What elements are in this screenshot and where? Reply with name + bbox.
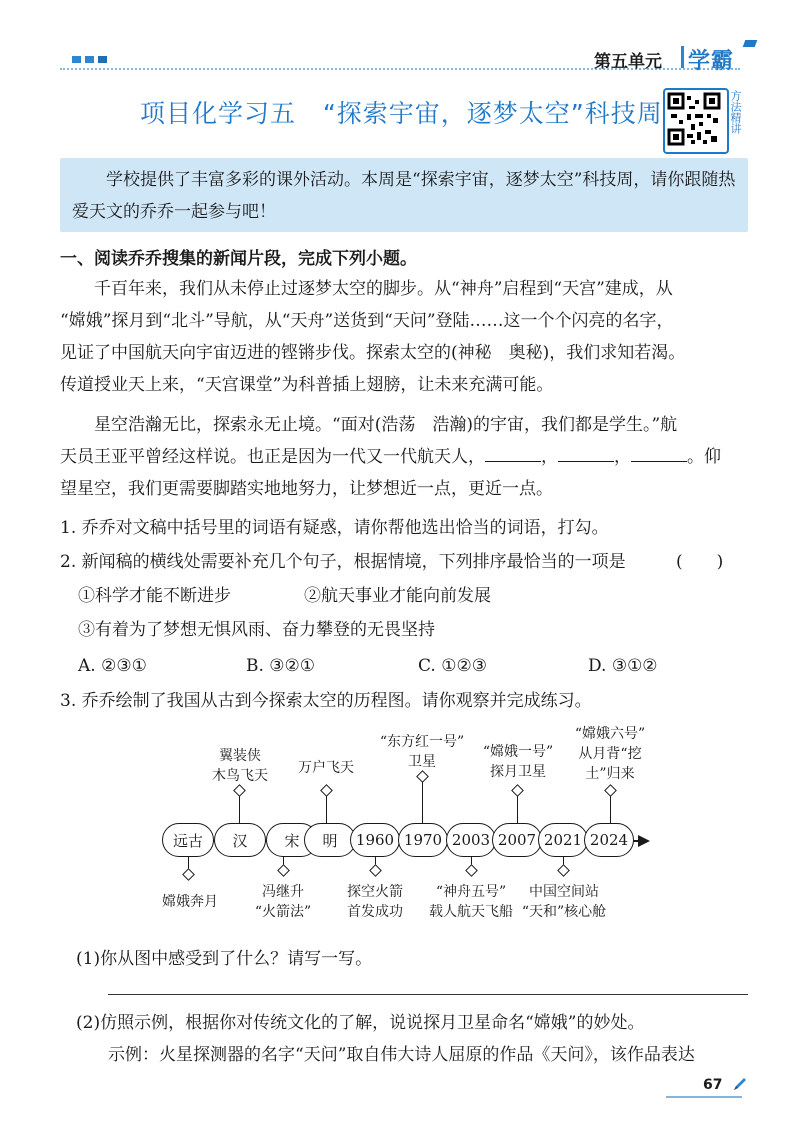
diamond-marker-icon [277,864,290,877]
passage-line: 传道授业天上来，“天宫课堂”为科普插上翅膀，让未来充满可能。 [60,375,554,395]
event-text: “火箭法” [254,904,312,920]
subquestion-2: (2)仿照示例，根据你对传统文化的了解，说说探月卫星命名“嫦娥”的妙处。 [76,1013,645,1033]
comma: ， [541,447,558,467]
example-text: 示例：火星探测器的名字“天问”取自伟大诗人屈原的作品《天问》，该作品表达 [108,1045,695,1065]
passage-text: 天员王亚平曾经这样说。也正是因为一代又一代航天人， [60,447,485,467]
comma: ， [614,447,631,467]
event-text: 载人航天飞船 [429,904,513,920]
choice-d[interactable]: D. ③①② [588,656,658,676]
connector [422,782,423,823]
event-top-2007 [466,742,570,782]
connector [326,796,327,823]
graduation-cap-icon [743,40,758,47]
choice-a[interactable]: A. ②③① [78,656,147,676]
event-top-ming [286,758,366,778]
brand-logo: 学霸 [688,49,735,74]
page-title [140,94,663,130]
event-text: “嫦娥六号” [574,726,646,742]
diamond-marker-icon [511,784,524,797]
question-1: 1. 乔乔对文稿中括号里的词语有疑惑，请你帮他选出恰当的词语，打勾。 [60,518,609,538]
event-text: 探空火箭 [347,884,403,900]
pencil-icon [732,1076,748,1092]
header-separator [681,46,684,68]
answer-blank-1[interactable] [485,443,541,462]
intro-text: 学校提供了丰富多彩的课外活动。本周是“探索宇宙，逐梦太空”科技周，请你跟随热爱天文的乔乔一起参与吧！ [72,170,736,222]
diamond-marker-icon [320,784,333,797]
option-1: ①科学才能不断进步 [78,586,231,606]
event-text: 探月卫星 [490,764,546,780]
event-top-han [200,746,280,786]
diamond-marker-icon [416,770,429,783]
passage-text: 。仰 [687,447,721,467]
qr-caption: 方法精讲 [729,90,742,134]
page-number: 67 [703,1077,723,1093]
event-text: 土”归来 [585,766,635,782]
event-top-2024 [560,724,660,784]
diamond-marker-icon [369,864,382,877]
timeline-node: 2003 [446,823,496,857]
timeline-node: 1970 [398,823,448,857]
timeline-node: 汉 [214,823,266,857]
unit-label: 第五单元 [594,52,662,72]
choice-b[interactable]: B. ③②① [246,656,316,676]
event-text: 木鸟飞天 [212,768,268,784]
event-bottom-2003 [418,882,524,922]
project-label: 项目化学习五 [140,99,297,128]
diamond-marker-icon [233,784,246,797]
option-2: ②航天事业才能向前发展 [304,586,491,606]
passage-line: 千百年来，我们从未停止过逐梦太空的脚步。从“神舟”启程到“天宫”建成，从 [94,279,673,299]
event-text: “天和”核心舱 [521,904,607,920]
qr-code-icon[interactable] [663,88,729,154]
connector [610,796,611,823]
question-2: 2. 新闻稿的横线处需要补充几个句子，根据情境，下列排序最恰当的一项是 [60,552,626,572]
timeline-node: 1960 [350,823,400,857]
timeline-arrow-icon [638,835,650,847]
question-3: 3. 乔乔绘制了我国从古到今探索太空的历程图。请你观察并完成练习。 [60,691,592,711]
event-bottom-2021 [516,882,612,922]
event-text: “嫦娥一号” [482,744,554,760]
event-text: 首发成功 [347,904,403,920]
header-decoration [72,56,107,63]
passage-line-with-blanks [60,442,721,473]
connector [517,796,518,823]
event-text: 翼装侠 [219,748,261,764]
event-text: “神舟五号” [435,884,507,900]
diamond-marker-icon [604,784,617,797]
event-text: 冯继升 [262,884,304,900]
timeline-node: 宋 [266,823,318,857]
event-top-1970 [362,732,482,772]
answer-line[interactable] [108,994,748,995]
diamond-marker-icon [557,864,570,877]
diamond-marker-icon [465,864,478,877]
event-text: 万户飞天 [298,760,354,776]
event-text: “东方红一号” [379,734,465,750]
project-topic: “探索宇宙，逐梦太空”科技周 [322,99,663,128]
answer-blank-2[interactable] [558,443,614,462]
timeline-node: 明 [304,823,356,857]
option-3: ③有着为了梦想无惧风雨、奋力攀登的无畏坚持 [78,620,435,640]
event-text: 中国空间站 [529,884,599,900]
timeline-node: 2024 [584,823,634,857]
qr-pattern [665,90,723,148]
connector [239,796,240,823]
timeline-node: 2007 [492,823,542,857]
passage-line: 星空浩瀚无比，探索永无止境。“面对(浩荡 浩瀚)的宇宙，我们都是学生。”航 [94,415,678,435]
passage-line: 见证了中国航天向宇宙迈进的铿锵步伐。探索太空的(神秘 奥秘)，我们求知若渴。 [60,343,686,363]
event-text: 嫦娥奔月 [162,894,218,910]
answer-blank-3[interactable] [631,443,687,462]
event-text: 从月背“挖 [578,746,642,762]
passage-line: “嫦娥”探月到“北斗”导航，从“天舟”送货到“天问”登陆……这一个个闪亮的名字， [60,311,674,331]
timeline-node: 2021 [538,823,588,857]
timeline-node: 远古 [162,823,214,857]
diamond-marker-icon [182,868,195,881]
footer-bar [666,1096,742,1098]
event-bottom-ancient [150,892,230,912]
section-heading: 一、阅读乔乔搜集的新闻片段，完成下列小题。 [60,249,417,269]
event-bottom-song [243,882,323,922]
answer-paren[interactable]: ( ) [676,552,724,572]
passage-line: 望星空，我们更需要脚踏实地地努力，让梦想近一点，更近一点。 [60,479,553,499]
choice-c[interactable]: C. ①②③ [418,656,487,676]
event-text: 卫星 [408,754,436,770]
subquestion-1: (1)你从图中感受到了什么？请写一写。 [76,949,373,969]
event-bottom-1960 [335,882,415,922]
